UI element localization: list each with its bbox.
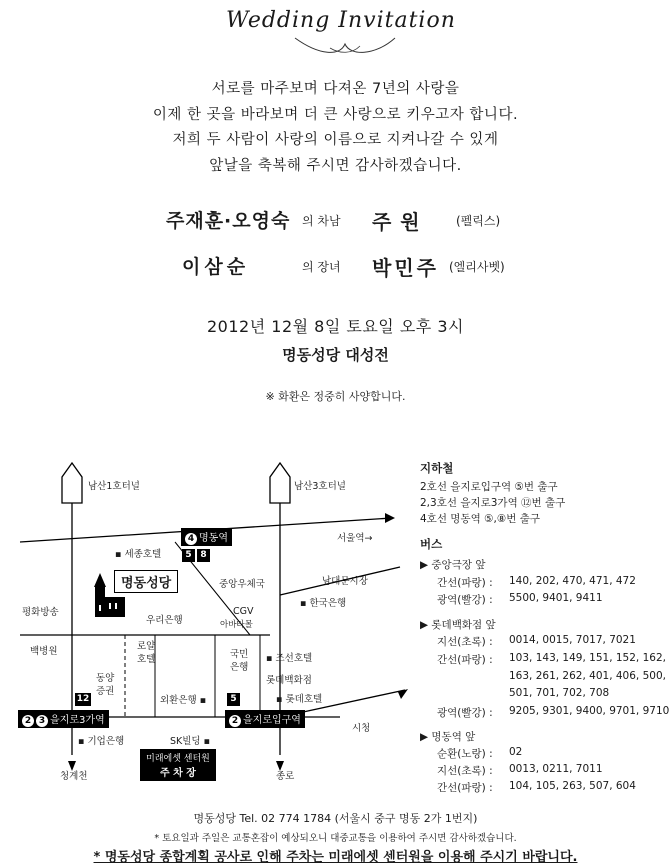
euljiro3-station-name: 을지로3가역 [50, 715, 105, 726]
parking-box [140, 749, 216, 781]
line2-badge: 2 [229, 715, 241, 727]
map-label-post-office: 중앙우체국 [219, 579, 265, 590]
bus-line-type: 지선(초록) : [437, 636, 493, 648]
map-label-lotte-dept: 롯데백화점 [266, 675, 312, 686]
bus-line-numbers: 103, 143, 149, 151, 152, 162, [509, 652, 666, 664]
map-label-woori: 우리은행 [146, 615, 183, 626]
map-label-chosun: ▪ 조선호텔 [266, 653, 313, 664]
message-line: 서로를 마주보며 다져온 7년의 사랑을 [211, 81, 460, 97]
message-line: 저희 두 사람이 사랑의 이름으로 지켜나갈 수 있게 [172, 132, 499, 148]
bus-line-numbers: 104, 105, 263, 507, 604 [509, 780, 636, 792]
map-label-avatar: 아바타몰 [220, 620, 253, 630]
bus-line-numbers: 501, 701, 702, 708 [509, 687, 610, 699]
bride-english-name: (엘리사벳) [449, 260, 505, 274]
map-label-pyeonghwa: 평화방송 [22, 607, 59, 618]
subway-line: 2호선 을지로입구역 ⑤번 출구 [420, 481, 558, 493]
bus-line-numbers: 9205, 9301, 9400, 9701, 9710 [509, 705, 670, 717]
parking-label-1: 미래에셋 센터원 [146, 754, 210, 764]
bus-line-type: 광역(빨강) : [437, 594, 493, 606]
bus-line-type: 간선(파랑) : [437, 782, 493, 794]
bus-line-numbers: 0013, 0211, 7011 [509, 763, 603, 775]
title-flourish [290, 34, 400, 58]
map-label-myeongdong-station [181, 528, 232, 546]
map-label-namsan3: 남산3호터널 [294, 481, 346, 492]
map-label-euljiro3 [18, 710, 109, 728]
bus-line-type: 광역(빨강) : [437, 707, 493, 719]
line2-badge: 2 [22, 715, 34, 727]
map-label-cathedral: 명동성당 [114, 570, 178, 593]
map-label-dongyang: 동양증권 [96, 673, 115, 697]
wreath-note: ※ 화환은 정중히 사양합니다. [265, 390, 406, 403]
message-line: 이제 한 곳을 바라보며 더 큰 사랑으로 키우고자 합니다. [152, 107, 519, 123]
map-label-kex: 외환은행 ▪ [160, 695, 207, 706]
map-label-lotte-hotel: ▪ 롯데호텔 [276, 694, 323, 705]
exit-12: 12 [76, 694, 90, 704]
event-venue: 명동성당 대성전 [282, 346, 389, 364]
groom-english-name: (펠릭스) [456, 214, 501, 228]
bride-name: 박민주 [372, 256, 439, 280]
bus-line-numbers: 02 [509, 746, 523, 758]
euljiro1-station-name: 을지로입구역 [243, 715, 301, 726]
line4-badge: 4 [185, 533, 197, 545]
bus-line-type: 간선(파랑) : [437, 577, 493, 589]
parking-note: * 명동성당 종합계획 공사로 인해 주차는 미래에셋 센터원을 이용해 주시기 바랍니다. [93, 850, 578, 865]
bride-relation: 의 장녀 [302, 260, 341, 274]
bus-line-type: 간선(파랑) : [437, 654, 493, 666]
line3-badge: 3 [36, 715, 48, 727]
contact-info: 명동성당 Tel. 02 774 1784 (서울시 중구 명동 2가 1번지) [193, 812, 478, 825]
map-label-royal-hotel: 로얄호텔 [137, 641, 156, 665]
map-label-euljiro1 [225, 710, 305, 728]
exit-8: 8 [197, 549, 210, 562]
map-label-kookmin: 국민은행 [230, 649, 249, 673]
map-label-ibk: ▪ 기업은행 [78, 736, 125, 747]
bus-line-numbers: 0014, 0015, 7017, 7021 [509, 634, 636, 646]
map-label-sejong-hotel: ▪ 세종호텔 [115, 549, 162, 560]
map-label-baekbyeong: 백병원 [30, 646, 58, 657]
map-label-cheonggye: 청계천 [60, 771, 88, 782]
bus-stop-name: ▶ 중앙극장 앞 [420, 559, 486, 571]
bus-stop-name: ▶ 명동역 앞 [420, 731, 476, 743]
bus-line-numbers: 163, 261, 262, 401, 406, 500, [509, 670, 666, 682]
event-datetime: 2012년 12월 8일 토요일 오후 3시 [207, 317, 464, 336]
bus-heading: 버스 [420, 537, 443, 551]
myeongdong-station-name: 명동역 [199, 533, 228, 544]
subway-heading: 지하철 [420, 461, 454, 475]
map-label-sk: SK빌딩 ▪ [170, 736, 211, 747]
map-label-jongno: 종로 [276, 771, 295, 782]
exit-5: 5 [182, 549, 195, 562]
bride-parents: 이삼순 [182, 256, 250, 278]
message-line: 앞날을 축복해 주시면 감사하겠습니다. [209, 158, 462, 174]
transit-note: * 토요일과 주일은 교통혼잡이 예상되오니 대중교통을 이용하여 주시면 감사하겠습니다. [154, 833, 517, 844]
exit-5-euljiro: 5 [227, 693, 240, 706]
map-label-seoul-station: 서울역→ [337, 533, 373, 544]
parking-label-2: 주 차 장 [160, 768, 196, 779]
bus-stop-name: ▶ 롯데백화점 앞 [420, 619, 496, 631]
groom-relation: 의 차남 [302, 214, 341, 228]
map-label-namdaemun: 남대문시장 [322, 576, 368, 587]
bus-line-type: 순환(노랑) : [437, 748, 493, 760]
map-label-cgv: CGV [233, 606, 254, 617]
map-label-namsan1: 남산1호터널 [88, 481, 140, 492]
page-title: Wedding Invitation [226, 8, 456, 33]
groom-parents: 주재훈·오영숙 [166, 210, 291, 232]
bus-line-numbers: 140, 202, 470, 471, 472 [509, 575, 636, 587]
bus-line-type: 지선(초록) : [437, 765, 493, 777]
groom-name: 주 원 [372, 210, 421, 234]
map-label-bank-korea: ▪ 한국은행 [300, 598, 347, 609]
bus-line-numbers: 5500, 9401, 9411 [509, 592, 603, 604]
map-label-city-hall: 시청 [352, 723, 371, 734]
subway-line: 2,3호선 을지로3가역 ⑫번 출구 [420, 497, 566, 509]
subway-line: 4호선 명동역 ⑤,⑧번 출구 [420, 513, 541, 525]
